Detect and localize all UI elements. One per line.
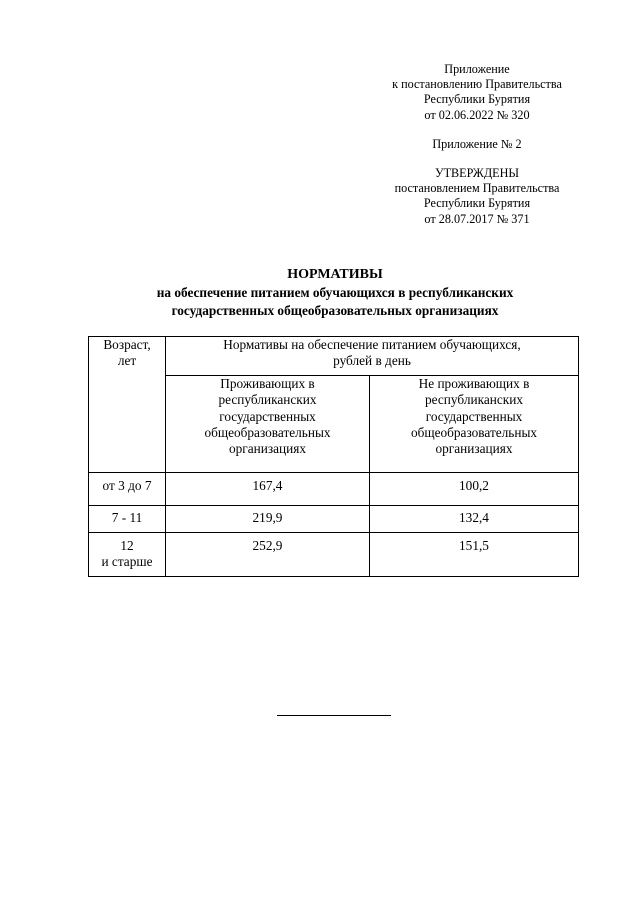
cell-age: 12 и старше [89, 533, 166, 577]
appendix-line: к постановлению Правительства [392, 77, 562, 92]
cell-not-living: 151,5 [370, 533, 579, 577]
approved-line: Республики Бурятия [423, 196, 531, 211]
table-row [89, 533, 579, 577]
appendix-line: Республики Бурятия [423, 92, 531, 107]
title-sub-line: на обеспечение питанием обучающихся в республиканских [156, 285, 514, 300]
header-age: Возраст, лет [89, 337, 166, 473]
approved-line: постановлением Правительства [394, 181, 560, 196]
table-header-row [89, 337, 579, 376]
header-living: Проживающих в республиканских государственных общеобразовательных организациях [166, 376, 370, 473]
end-separator-line [277, 715, 391, 716]
table-row [89, 506, 579, 533]
title-sub-line: государственных общеобразовательных организациях [171, 303, 499, 318]
table-row [89, 473, 579, 506]
approved-line: УТВЕРЖДЕНЫ [434, 166, 520, 181]
norms-table [88, 336, 579, 577]
header-norms: Нормативы на обеспечение питанием обучающихся, рублей в день [166, 337, 579, 376]
cell-living: 252,9 [166, 533, 370, 577]
cell-age: 7 - 11 [89, 506, 166, 533]
cell-not-living: 100,2 [370, 473, 579, 506]
approved-line: от 28.07.2017 № 371 [424, 211, 530, 226]
document-title [80, 265, 590, 320]
cell-living: 219,9 [166, 506, 370, 533]
cell-age: от 3 до 7 [89, 473, 166, 506]
appendix-number: Приложение № 2 [432, 136, 522, 151]
cell-not-living: 132,4 [370, 506, 579, 533]
appendix-line: Приложение [444, 62, 510, 76]
appendix-line: от 02.06.2022 № 320 [424, 107, 530, 122]
cell-living: 167,4 [166, 473, 370, 506]
header-not-living: Не проживающих в республиканских государственных общеобразовательных организациях [370, 376, 579, 473]
title-main: НОРМАТИВЫ [287, 267, 383, 282]
appendix-block [380, 62, 574, 227]
